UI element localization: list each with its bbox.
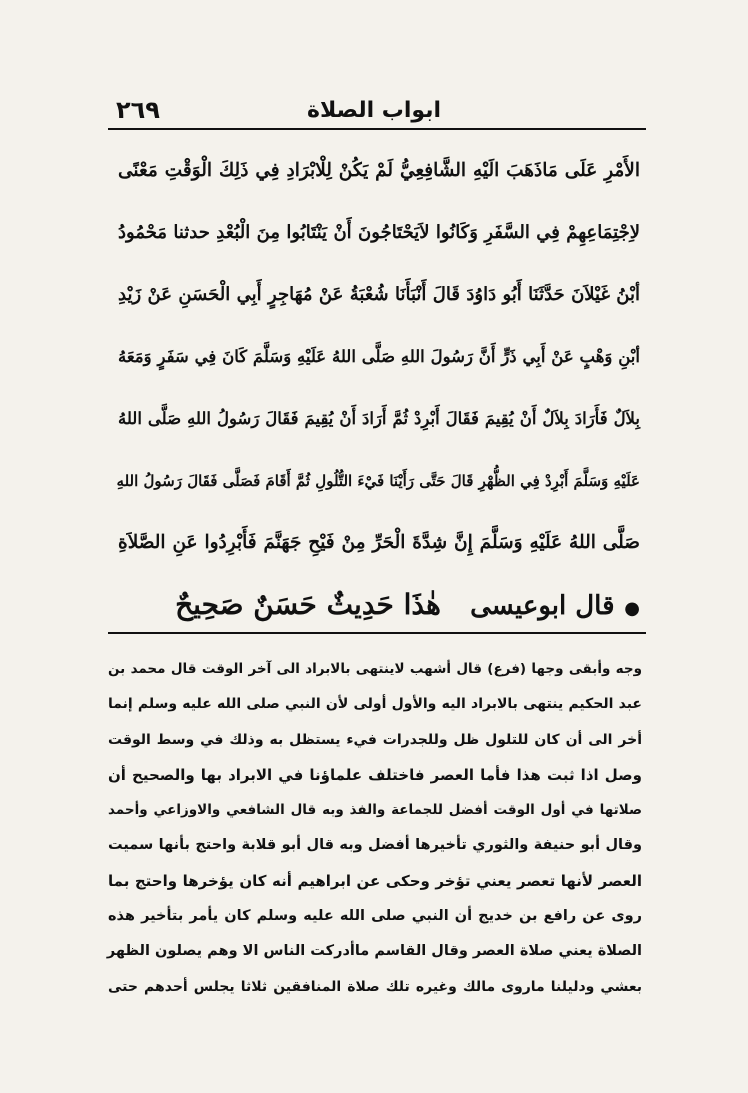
page-header: [112, 92, 636, 130]
hadith-line: بِلاَلٌ فَأَرَادَ بِلاَلٌ أَنْ يُقِيمَ فَقَالَ أَبْرِدْ ثُمَّ أَرَادَ أَنْ يُقِيمَ فَقَالَ رَسُولُ اللهِ صَلَّى اللهُ: [118, 409, 640, 428]
hadith-line: عَلَيْهِ وَسَلَّمَ أَبْرِدْ فِي الظُّهْرِ قَالَ حَتَّى رَأَيْنَا فَيْءَ التُّلُولِ ثُمَّ أَقَامَ فَصَلَّى فَقَالَ رَسُولُ اللهِ: [116, 472, 640, 490]
hadith-line: صَلَّى اللهُ عَلَيْهِ وَسَلَّمَ إِنَّ شِدَّةَ الْحَرِّ مِنْ فَيْحِ جَهَنَّمَ فَأَبْرِدُوا عَنِ الصَّلاَةِ: [118, 532, 640, 553]
hadith-line: لاِجْتِمَاعِهِمْ فِي السَّفَرِ وَكَانُوا لاَيَحْتَاجُونَ أَنْ يَنْتَابُوا مِنَ الْبُعْدِ حدثنا مَحْمُودُ: [118, 222, 640, 243]
header-rule: [108, 128, 646, 130]
hadith-line: أبْنُ غَيْلاَنَ حَدَّثَنَا أَبُو دَاوُدَ قَالَ أَنْبَأَنَا شُعْبَةُ عَنْ مُهَاجِرٍ أَبِي الْحَسَنِ عَنْ زَيْدِ: [118, 284, 640, 305]
commentary-line: صلاتها في أول الوقت أفضل للجماعة والفذ وبه قال الشافعي والاوزاعي وأحمد: [108, 802, 642, 819]
commentary-block: [108, 652, 642, 1005]
closing-marker: ●: [624, 598, 640, 619]
commentary-line: وصل اذا ثبت هذا فأما العصر فاختلف علماؤنا في الابراد بها والصحيح أن: [108, 765, 642, 784]
chapter-title: ابواب الصلاة: [306, 98, 442, 123]
closing-speaker: قال ابوعيسى: [470, 591, 615, 621]
commentary-separator: [108, 632, 646, 634]
hadith-line: أبْنِ وَهْبٍ عَنْ أَبِي ذَرٍّ أَنَّ رَسُولَ اللهِ صَلَّى اللهُ عَلَيْهِ وَسَلَّمَ كَانَ فِي سَفَرٍ وَمَعَهُ: [118, 347, 640, 366]
commentary-line: الصلاة يعني صلاة العصر وقال القاسم ماأدركت الناس الا وهم يصلون الظهر: [106, 943, 642, 960]
commentary-line: روى عن رافع بن خديج أن النبي صلى الله عليه وسلم كان يأمر بتأخير هذه: [108, 908, 642, 925]
closing-grading: هٰذَا حَدِيثٌ حَسَنٌ صَحِيحٌ: [175, 588, 441, 621]
commentary-line: وجه وأبقى وجها (فرع) قال أشهب لاينتهى بالابراد الى آخر الوقت قال محمد بن: [108, 661, 642, 677]
commentary-line: وقال أبو حنيفة والثوري تأخيرها أفضل وبه قال أبو قلابة واحتج بأنها سميت: [108, 837, 642, 854]
closing-line: [118, 574, 640, 636]
commentary-line: عبد الحكيم ينتهى بالابراد اليه والأول أولى لأن النبي صلى الله عليه وسلم إنما: [108, 696, 642, 713]
page-number: ٢٦٩: [116, 96, 160, 124]
commentary-line: العصر لأنها تعصر يعني تؤخر وحكى عن ابراهيم أنه كان يؤخرها واحتج بما: [108, 871, 642, 890]
commentary-line: أخر الى أن كان للتلول ظل وللجدرات فيء يستظل به وذلك في وسط الوقت: [108, 731, 642, 748]
hadith-line: الأَمْرِ عَلَى مَاذَهَبَ الَيْهِ الشَّافِعِيُّ لَمْ يَكُنْ لِلْابْرَادِ فِي ذَلِكَ الْوَقْتِ مَعْنًى: [118, 160, 640, 181]
commentary-line: بعشي ودليلنا ماروى مالك وغيره تلك صلاة المنافقين ثلاثا يجلس أحدهم حتى: [108, 978, 642, 995]
hadith-text-block: [118, 140, 640, 636]
